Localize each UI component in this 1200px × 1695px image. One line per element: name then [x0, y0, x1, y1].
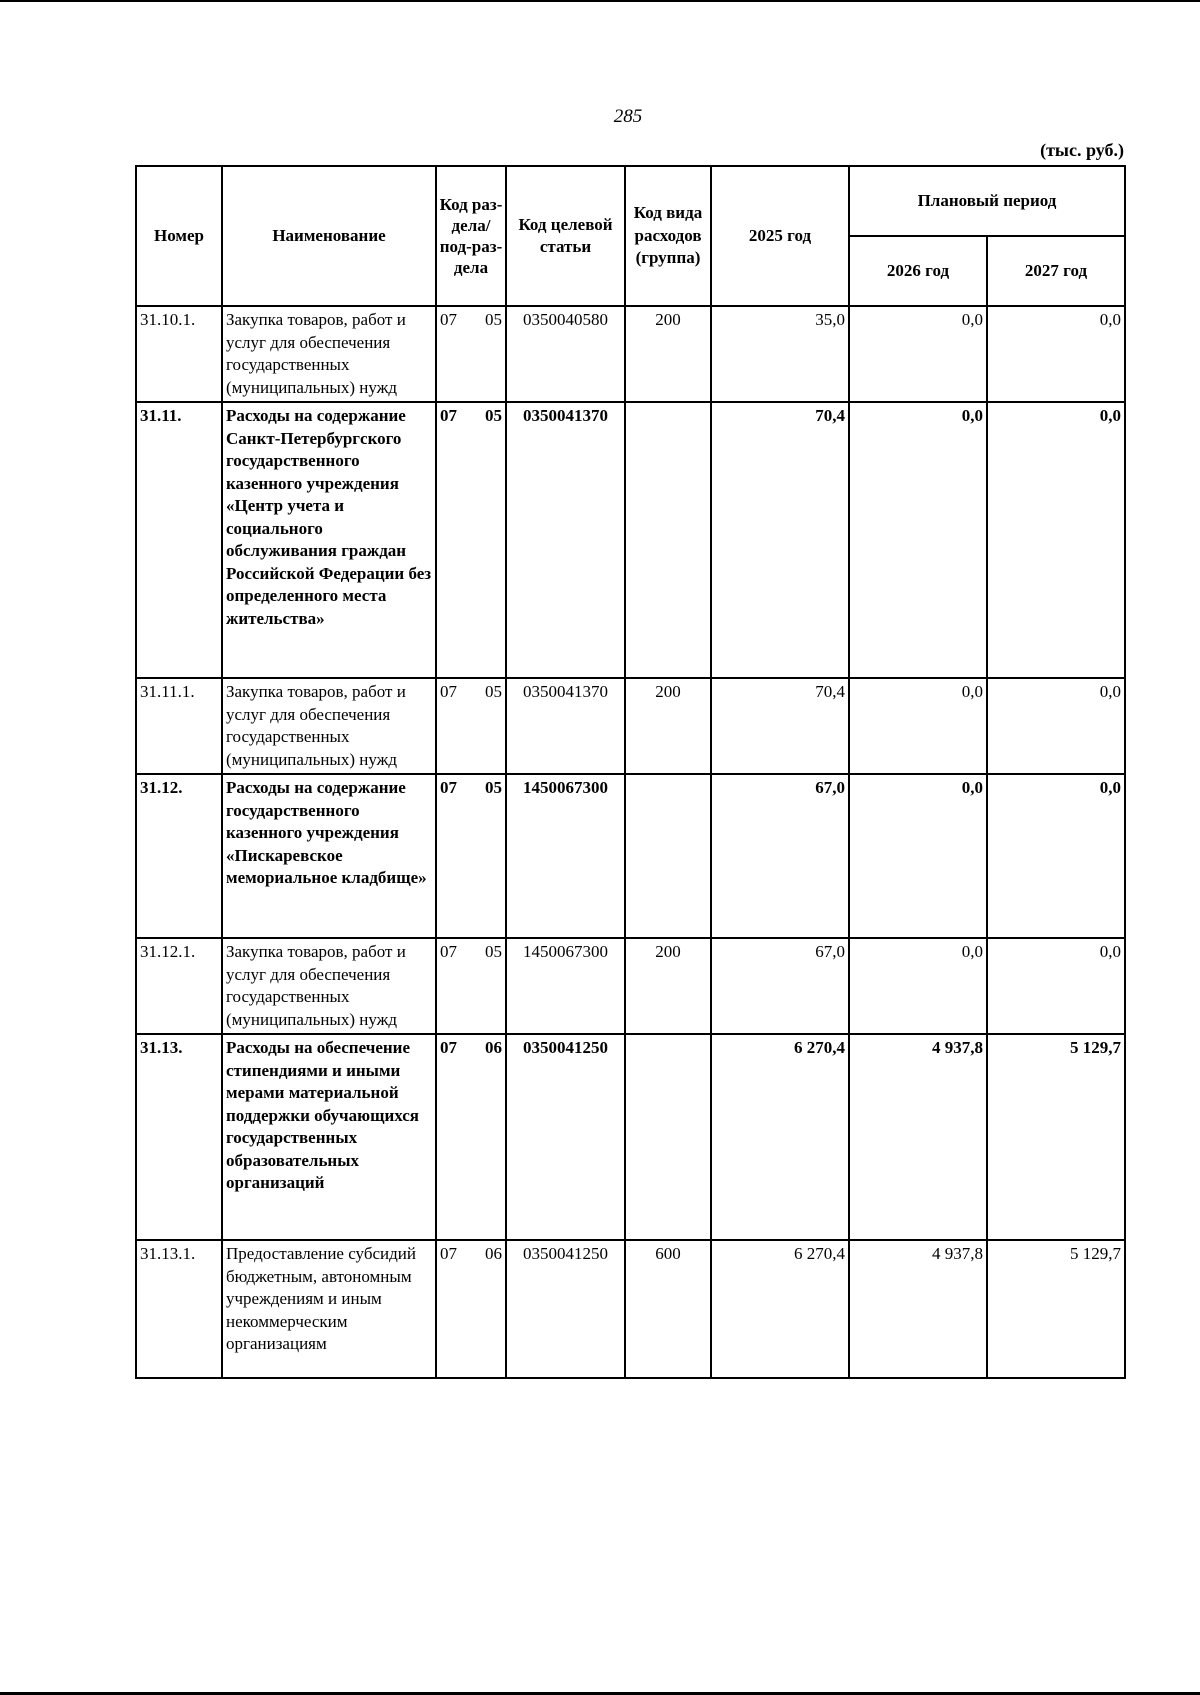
row-2027: 0,0: [987, 402, 1125, 678]
row-section: [436, 306, 506, 402]
row-section: [436, 402, 506, 678]
table-row: [136, 1034, 1125, 1240]
row-2025: 70,4: [711, 678, 849, 774]
header-target-code: Код целевой статьи: [506, 166, 625, 306]
header-number: Номер: [136, 166, 222, 306]
row-2026: 4 937,8: [849, 1240, 987, 1378]
row-2026: 0,0: [849, 678, 987, 774]
row-section: [436, 1240, 506, 1378]
row-section: [436, 1034, 506, 1240]
row-2025: 35,0: [711, 306, 849, 402]
row-expense-group: 200: [625, 938, 711, 1034]
row-2026: 0,0: [849, 306, 987, 402]
budget-table: [135, 165, 1126, 1379]
row-name: Закупка товаров, работ и услуг для обеспечения государственных (муниципальных) нужд: [222, 938, 436, 1034]
row-section: [436, 774, 506, 938]
subsection-code: 06: [485, 1038, 502, 1057]
header-2025: 2025 год: [711, 166, 849, 306]
header-row: [136, 166, 1125, 236]
row-name: Закупка товаров, работ и услуг для обеспечения государственных (муниципальных) нужд: [222, 678, 436, 774]
section-code: 07: [440, 778, 457, 797]
subsection-code: 05: [485, 942, 502, 961]
row-name: Закупка товаров, работ и услуг для обеспечения государственных (муниципальных) нужд: [222, 306, 436, 402]
row-number: 31.13.1.: [136, 1240, 222, 1378]
row-2025: 67,0: [711, 774, 849, 938]
row-target-code: 1450067300: [506, 774, 625, 938]
row-2027: 5 129,7: [987, 1240, 1125, 1378]
row-target-code: 0350041370: [506, 678, 625, 774]
row-target-code: 0350041250: [506, 1240, 625, 1378]
row-expense-group: 200: [625, 306, 711, 402]
subsection-code: 05: [485, 778, 502, 797]
row-2026: 0,0: [849, 774, 987, 938]
row-number: 31.12.1.: [136, 938, 222, 1034]
row-2027: 0,0: [987, 774, 1125, 938]
row-expense-group: [625, 402, 711, 678]
row-name: Расходы на содержание государственного казенного учреждения «Пискаревское мемориальное кладбище»: [222, 774, 436, 938]
units-label: (тыс. руб.): [1040, 140, 1124, 160]
row-2025: 6 270,4: [711, 1034, 849, 1240]
row-name: Расходы на содержание Санкт-Петербургского государственного казенного учреждения «Центр учета и социального обслуживания граждан Российской Федерации без определенного места жительства»: [222, 402, 436, 678]
row-2026: 0,0: [849, 402, 987, 678]
page-number: 285: [613, 106, 643, 127]
row-expense-group: 600: [625, 1240, 711, 1378]
subsection-code: 05: [485, 310, 502, 329]
row-target-code: 1450067300: [506, 938, 625, 1034]
header-planned-period: Плановый период: [849, 166, 1125, 236]
row-number: 31.11.1.: [136, 678, 222, 774]
row-2025: 67,0: [711, 938, 849, 1034]
table-row: [136, 306, 1125, 402]
row-2027: 5 129,7: [987, 1034, 1125, 1240]
row-number: 31.11.: [136, 402, 222, 678]
table-row: [136, 402, 1125, 678]
subsection-code: 06: [485, 1244, 502, 1263]
subsection-code: 05: [485, 682, 502, 701]
section-code: 07: [440, 942, 457, 961]
section-code: 07: [440, 1244, 457, 1263]
table-row: [136, 938, 1125, 1034]
row-2027: 0,0: [987, 678, 1125, 774]
header-2026: 2026 год: [849, 236, 987, 306]
section-code: 07: [440, 406, 457, 425]
page-edge-top: [0, 0, 1200, 2]
section-code: 07: [440, 1038, 457, 1057]
header-name: Наименование: [222, 166, 436, 306]
row-2026: 0,0: [849, 938, 987, 1034]
row-name: Расходы на обеспечение стипендиями и иными мерами материальной поддержки обучающихся государственных образовательных организаций: [222, 1034, 436, 1240]
section-code: 07: [440, 682, 457, 701]
row-expense-group: [625, 774, 711, 938]
row-expense-group: 200: [625, 678, 711, 774]
header-expense-code: Код вида расходов (группа): [625, 166, 711, 306]
header-2027: 2027 год: [987, 236, 1125, 306]
row-name: Предоставление субсидий бюджетным, автономным учреждениям и иным некоммерческим организациям: [222, 1240, 436, 1378]
subsection-code: 05: [485, 406, 502, 425]
header-section-code: Код раз-дела/ под-раз-дела: [436, 166, 506, 306]
row-target-code: 0350041250: [506, 1034, 625, 1240]
row-target-code: 0350041370: [506, 402, 625, 678]
row-expense-group: [625, 1034, 711, 1240]
row-number: 31.12.: [136, 774, 222, 938]
row-section: [436, 678, 506, 774]
section-code: 07: [440, 310, 457, 329]
row-2025: 6 270,4: [711, 1240, 849, 1378]
row-number: 31.10.1.: [136, 306, 222, 402]
table-row: [136, 1240, 1125, 1378]
table-row: [136, 678, 1125, 774]
row-2027: 0,0: [987, 938, 1125, 1034]
row-target-code: 0350040580: [506, 306, 625, 402]
row-number: 31.13.: [136, 1034, 222, 1240]
row-2027: 0,0: [987, 306, 1125, 402]
row-2025: 70,4: [711, 402, 849, 678]
table-row: [136, 774, 1125, 938]
row-section: [436, 938, 506, 1034]
row-2026: 4 937,8: [849, 1034, 987, 1240]
